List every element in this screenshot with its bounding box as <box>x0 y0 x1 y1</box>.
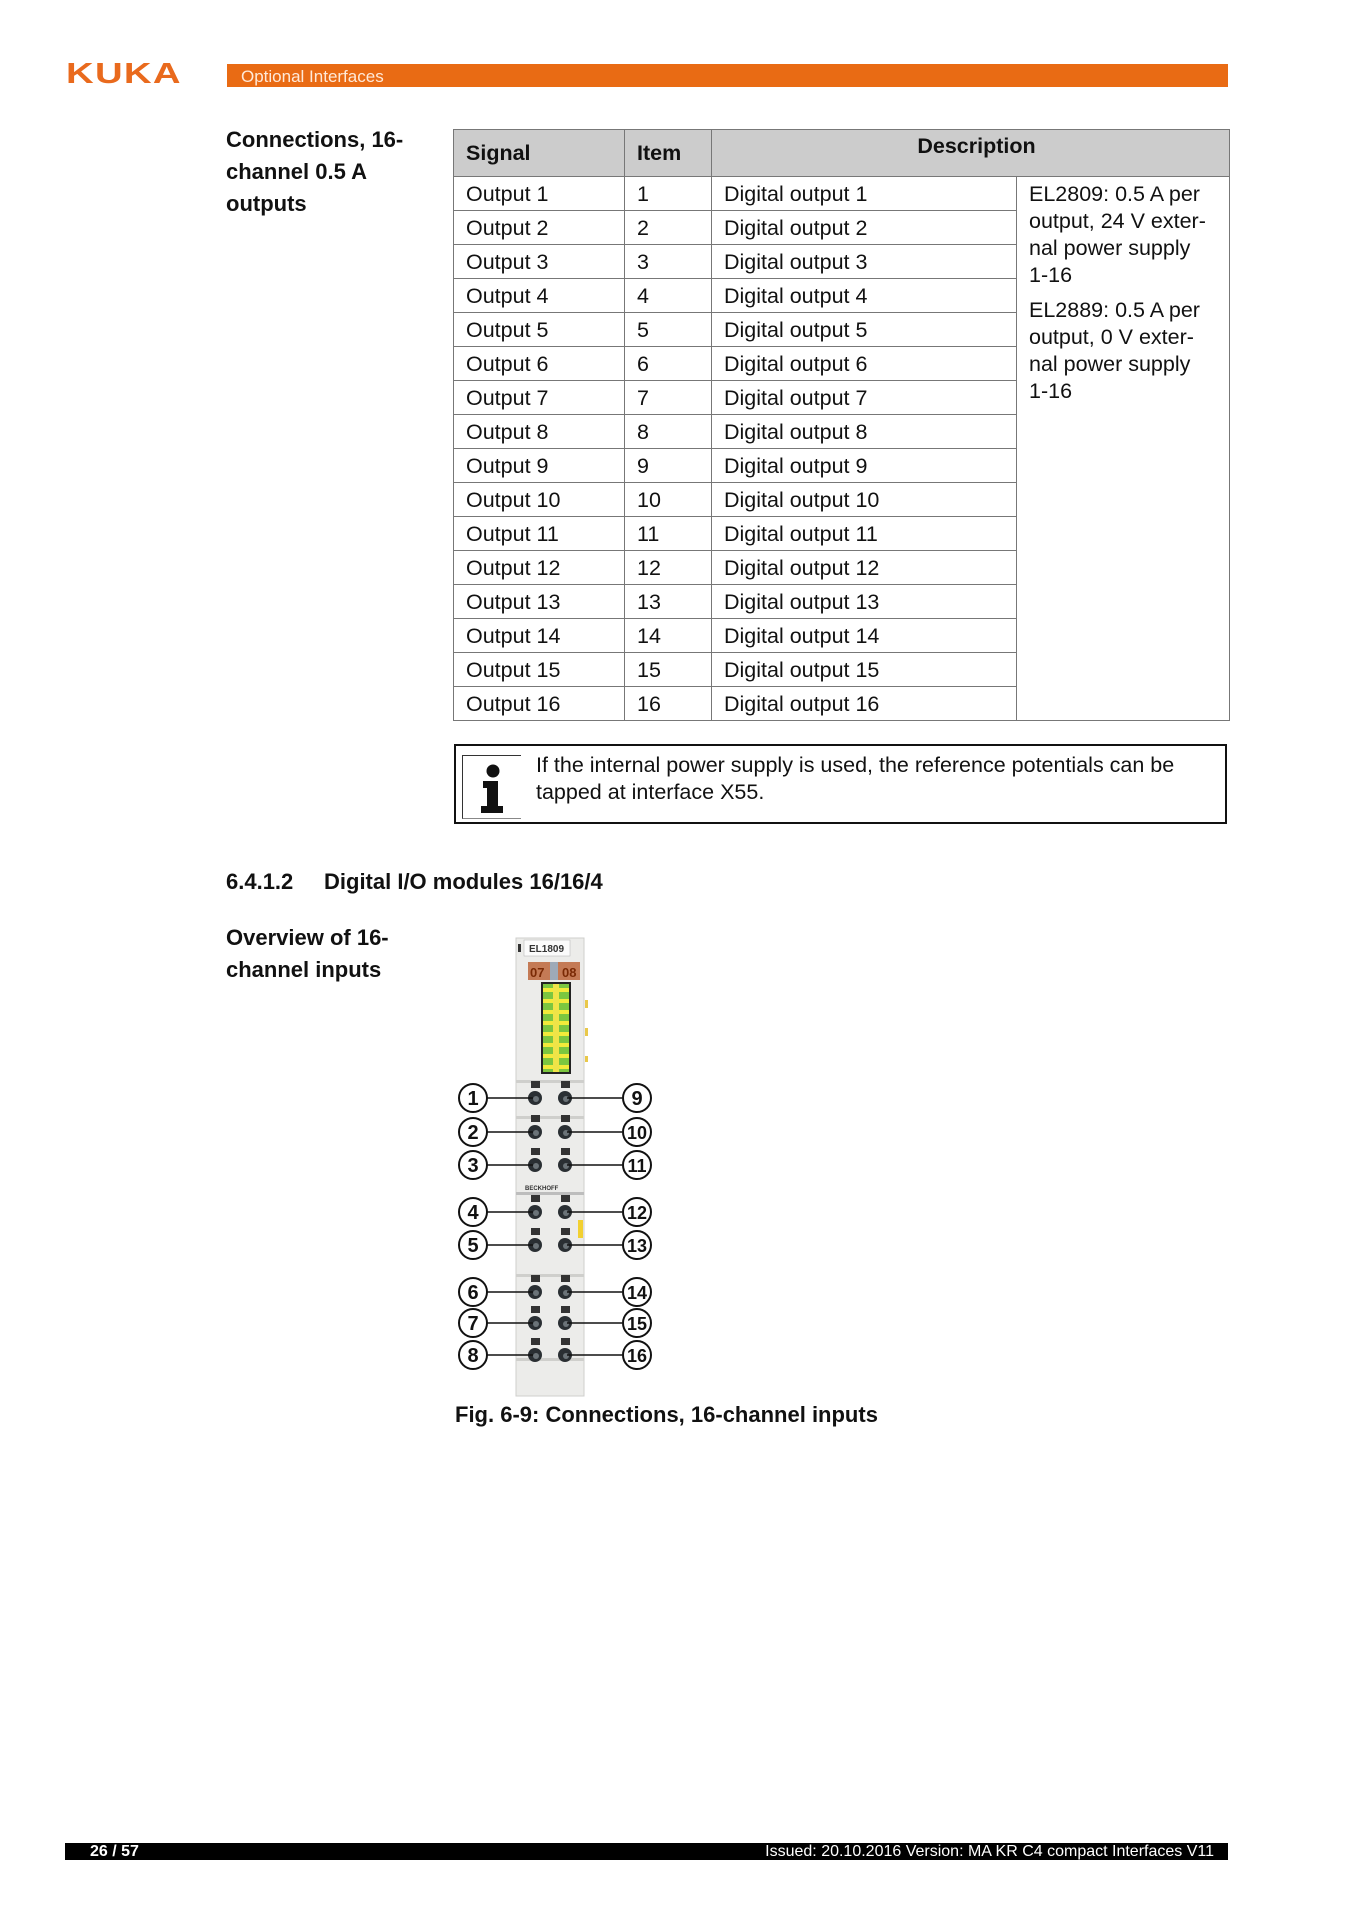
svg-text:14: 14 <box>626 1283 648 1303</box>
cell-module-notes <box>1017 177 1230 721</box>
cell-description: Digital output 13 <box>712 585 1017 619</box>
chapter-header-bar <box>227 64 1228 87</box>
cell-description: Digital output 3 <box>712 245 1017 279</box>
cell-description: Digital output 2 <box>712 211 1017 245</box>
module-note-line: output, 0 V exter- <box>1029 325 1194 349</box>
cell-description: Digital output 12 <box>712 551 1017 585</box>
cell-signal: Output 13 <box>454 585 625 619</box>
svg-text:6: 6 <box>467 1282 479 1304</box>
section-number: 6.4.1.2 <box>226 869 294 894</box>
module-note-line: output, 24 V exter- <box>1029 209 1206 233</box>
module-note <box>1029 297 1221 405</box>
cell-item: 9 <box>625 449 712 483</box>
cell-description: Digital output 1 <box>712 177 1017 211</box>
table-row <box>454 177 1230 211</box>
brand-strip: BECKHOFF <box>525 1186 559 1192</box>
cell-item: 10 <box>625 483 712 517</box>
cell-item: 11 <box>625 517 712 551</box>
svg-text:3: 3 <box>467 1155 479 1177</box>
cell-item: 1 <box>625 177 712 211</box>
callout-right <box>623 1231 651 1259</box>
cell-signal: Output 6 <box>454 347 625 381</box>
cell-signal: Output 1 <box>454 177 625 211</box>
cell-item: 3 <box>625 245 712 279</box>
cell-description: Digital output 15 <box>712 653 1017 687</box>
callout-right <box>623 1084 651 1112</box>
module-label: EL1809 <box>529 944 565 955</box>
module-note-line: nal power supply <box>1029 352 1191 376</box>
module-note-line: EL2889: 0.5 A per <box>1029 298 1200 322</box>
cell-item: 8 <box>625 415 712 449</box>
side-heading-line: channel inputs <box>226 957 382 982</box>
callout-left <box>459 1151 487 1179</box>
cell-signal: Output 7 <box>454 381 625 415</box>
svg-text:1: 1 <box>467 1088 479 1110</box>
led-label: 07 <box>530 965 545 980</box>
module-note-line: 1-16 <box>1029 379 1073 403</box>
side-heading-line: Connections, 16- <box>226 127 404 152</box>
figure-caption: Fig. 6-9: Connections, 16-channel inputs <box>455 1402 878 1427</box>
callout-right <box>623 1198 651 1226</box>
kuka-logo: KUKA <box>66 58 182 90</box>
module-note-line: 1-16 <box>1029 263 1073 287</box>
cell-item: 15 <box>625 653 712 687</box>
svg-text:7: 7 <box>467 1313 479 1335</box>
callout-left <box>459 1198 487 1226</box>
module-note-line: nal power supply <box>1029 236 1191 260</box>
page-number: 26 / 57 <box>90 1843 139 1860</box>
cell-signal: Output 5 <box>454 313 625 347</box>
footer-bar <box>65 1843 1228 1860</box>
section-title: Digital I/O modules 16/16/4 <box>324 869 603 894</box>
cell-item: 12 <box>625 551 712 585</box>
callout-left <box>459 1084 487 1112</box>
svg-text:8: 8 <box>467 1345 479 1367</box>
cell-description: Digital output 7 <box>712 381 1017 415</box>
column-header-signal: Signal <box>454 130 625 177</box>
svg-text:9: 9 <box>631 1088 643 1110</box>
cell-description: Digital output 16 <box>712 687 1017 721</box>
cell-item: 5 <box>625 313 712 347</box>
cell-signal: Output 4 <box>454 279 625 313</box>
cell-description: Digital output 5 <box>712 313 1017 347</box>
callout-right <box>623 1341 651 1369</box>
callout-left <box>459 1309 487 1337</box>
callout-left <box>459 1278 487 1306</box>
info-note-line: If the internal power supply is used, the reference potentials can be <box>536 753 1175 777</box>
side-heading-line: channel 0.5 A <box>226 159 368 184</box>
cell-signal: Output 3 <box>454 245 625 279</box>
cell-item: 13 <box>625 585 712 619</box>
module-note-line: EL2809: 0.5 A per <box>1029 182 1200 206</box>
svg-text:16: 16 <box>626 1346 648 1366</box>
svg-text:10: 10 <box>626 1123 648 1143</box>
cell-description: Digital output 6 <box>712 347 1017 381</box>
callout-left <box>459 1231 487 1259</box>
cell-item: 4 <box>625 279 712 313</box>
column-header-item: Item <box>625 130 712 177</box>
cell-signal: Output 15 <box>454 653 625 687</box>
cell-signal: Output 11 <box>454 517 625 551</box>
cell-description: Digital output 8 <box>712 415 1017 449</box>
cell-item: 14 <box>625 619 712 653</box>
svg-text:11: 11 <box>627 1156 647 1176</box>
cell-signal: Output 8 <box>454 415 625 449</box>
svg-text:13: 13 <box>626 1236 648 1256</box>
svg-text:12: 12 <box>626 1203 648 1223</box>
info-note-line: tapped at interface X55. <box>536 780 765 804</box>
section-heading <box>226 868 603 896</box>
info-icon <box>462 755 521 819</box>
cell-signal: Output 9 <box>454 449 625 483</box>
callout-right <box>623 1151 651 1179</box>
callout-left <box>459 1341 487 1369</box>
side-heading-inputs <box>226 922 389 986</box>
svg-text:5: 5 <box>467 1235 479 1257</box>
cell-description: Digital output 4 <box>712 279 1017 313</box>
cell-description: Digital output 11 <box>712 517 1017 551</box>
cell-signal: Output 10 <box>454 483 625 517</box>
cell-description: Digital output 14 <box>712 619 1017 653</box>
column-header-description: Description <box>712 130 1230 177</box>
figure-el1809-module <box>450 930 680 1400</box>
cell-description: Digital output 9 <box>712 449 1017 483</box>
led-label: 08 <box>562 965 577 980</box>
side-heading-outputs <box>226 124 403 220</box>
module-note <box>1029 181 1221 289</box>
svg-text:15: 15 <box>626 1314 648 1334</box>
cell-signal: Output 12 <box>454 551 625 585</box>
cell-signal: Output 16 <box>454 687 625 721</box>
svg-text:4: 4 <box>467 1202 479 1224</box>
signal-table <box>453 129 1230 721</box>
callout-right <box>623 1309 651 1337</box>
cell-item: 2 <box>625 211 712 245</box>
issue-info: Issued: 20.10.2016 Version: MA KR C4 compact Interfaces V11 <box>765 1843 1214 1860</box>
chapter-title: Optional Interfaces <box>241 67 384 86</box>
callout-right <box>623 1118 651 1146</box>
side-heading-line: outputs <box>226 191 307 216</box>
cell-item: 6 <box>625 347 712 381</box>
cell-item: 7 <box>625 381 712 415</box>
module-diagram <box>450 930 680 1400</box>
svg-text:2: 2 <box>467 1122 479 1144</box>
callout-left <box>459 1118 487 1146</box>
info-note-text <box>536 752 1213 806</box>
cell-item: 16 <box>625 687 712 721</box>
table-header-row <box>454 130 1230 177</box>
cell-description: Digital output 10 <box>712 483 1017 517</box>
info-note-box <box>454 744 1227 824</box>
cell-signal: Output 14 <box>454 619 625 653</box>
callout-right <box>623 1278 651 1306</box>
side-heading-line: Overview of 16- <box>226 925 389 950</box>
cell-signal: Output 2 <box>454 211 625 245</box>
